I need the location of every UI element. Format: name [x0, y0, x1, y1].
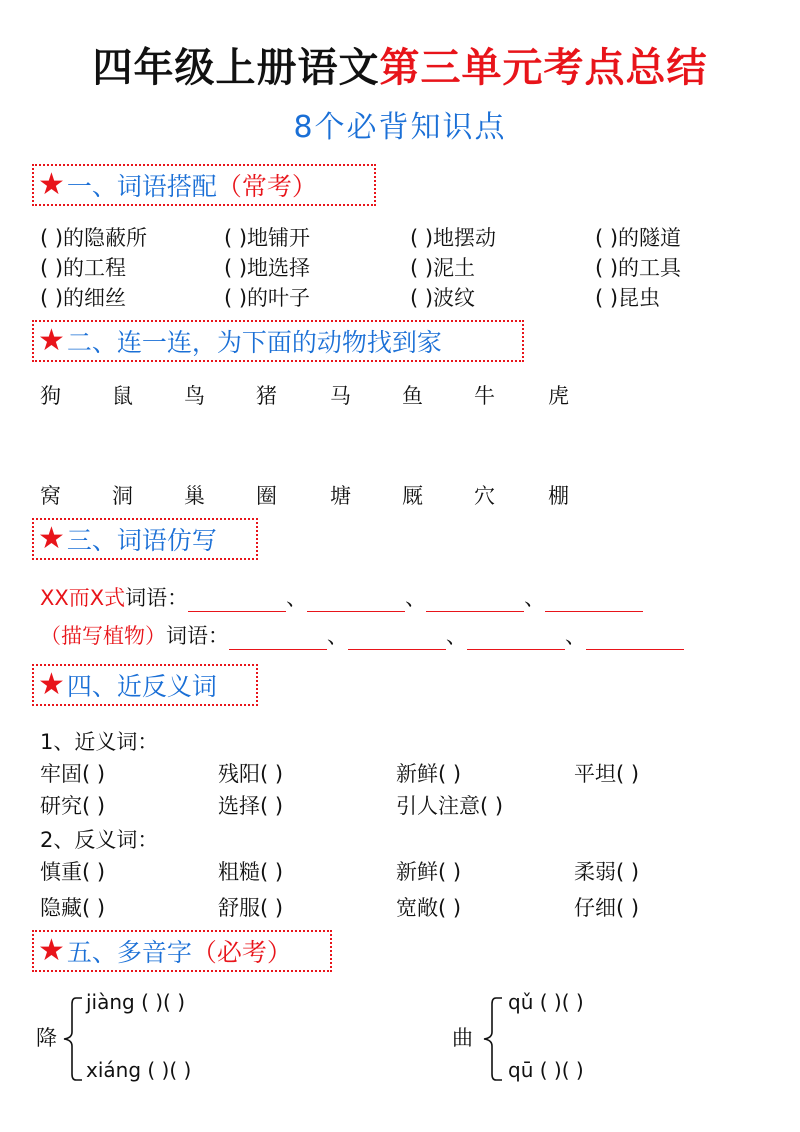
animal-item: 马	[330, 384, 351, 408]
fill-item: ( )的工程	[40, 256, 127, 280]
imitation-line-2	[40, 620, 684, 650]
fill-item: ( )地选择	[224, 256, 311, 280]
section5-heading-text: 五、多音字	[66, 938, 192, 967]
word-pair: 研究( )	[40, 794, 106, 818]
home-item: 圈	[256, 484, 277, 508]
fill-item: ( )的细丝	[40, 286, 127, 310]
page-subtitle: 8个必背知识点	[293, 110, 507, 145]
fill-item: ( )昆虫	[595, 286, 661, 310]
word-pair: 粗糙( )	[218, 860, 284, 884]
star-icon: ★	[38, 167, 65, 202]
polyphone-2-reading-top: qǔ ( )( )	[508, 990, 584, 1014]
answer-blank[interactable]	[467, 627, 565, 650]
title-black-part: 四年级上册语文	[92, 45, 380, 91]
polyphone-char-2: 曲	[452, 1026, 473, 1050]
home-item: 厩	[402, 484, 423, 508]
animal-item: 鼠	[112, 384, 133, 408]
word-pair: 牢固( )	[40, 762, 106, 786]
section2-heading-text: 二、连一连，为下面的动物找到家	[66, 328, 442, 357]
word-pair: 柔弱( )	[574, 860, 640, 884]
answer-blank[interactable]	[586, 627, 684, 650]
section1-heading	[32, 164, 376, 206]
animal-item: 鱼	[402, 384, 423, 408]
section5-heading-paren: （必考）	[191, 938, 292, 967]
fill-item: ( )地摆动	[410, 226, 497, 250]
answer-blank[interactable]	[229, 627, 327, 650]
fill-item: ( )地铺开	[224, 226, 311, 250]
home-item: 塘	[330, 484, 351, 508]
word-pair: 舒服( )	[218, 896, 284, 920]
separator: 、	[446, 624, 467, 648]
animal-item: 猪	[256, 384, 277, 408]
pattern-label: XX而X式	[40, 586, 126, 610]
section1-heading-paren: （常考）	[216, 172, 317, 201]
section4-heading	[32, 664, 258, 706]
home-item: 窝	[40, 484, 61, 508]
separator: 、	[405, 586, 427, 610]
section1-heading-text: 一、词语搭配	[66, 172, 217, 201]
answer-blank[interactable]	[188, 589, 286, 612]
synonym-label: 1、近义词：	[40, 730, 159, 754]
word-pair: 隐藏( )	[40, 896, 106, 920]
title-red-part: 第三单元考点总结	[379, 45, 708, 91]
star-icon: ★	[38, 521, 65, 556]
word-pair: 残阳( )	[218, 762, 284, 786]
answer-blank[interactable]	[307, 589, 405, 612]
word-pair: 宽敞( )	[396, 896, 462, 920]
answer-blank[interactable]	[426, 589, 524, 612]
home-item: 穴	[474, 484, 495, 508]
word-pair: 新鲜( )	[396, 860, 462, 884]
polyphone-1-reading-top: jiàng ( )( )	[86, 990, 186, 1014]
polyphone-1-reading-bottom: xiáng ( )( )	[86, 1058, 192, 1082]
pattern-suffix: 词语：	[125, 586, 189, 610]
polyphone-2-reading-bottom: qū ( )( )	[508, 1058, 584, 1082]
word-pair: 慎重( )	[40, 860, 106, 884]
pattern-suffix: 词语：	[166, 624, 229, 648]
section3-heading-text: 三、词语仿写	[66, 526, 217, 555]
animal-item: 虎	[548, 384, 569, 408]
fill-item: ( )的叶子	[224, 286, 311, 310]
animal-item: 狗	[40, 384, 61, 408]
separator: 、	[524, 586, 546, 610]
animal-item: 鸟	[184, 384, 205, 408]
separator: 、	[286, 586, 308, 610]
animal-item: 牛	[474, 384, 495, 408]
word-pair: 新鲜( )	[396, 762, 462, 786]
home-item: 洞	[112, 484, 133, 508]
imitation-line-1	[40, 582, 643, 612]
star-icon: ★	[38, 667, 65, 702]
brace-icon	[480, 994, 506, 1084]
answer-blank[interactable]	[545, 589, 643, 612]
section4-heading-text: 四、近反义词	[66, 672, 217, 701]
star-icon: ★	[38, 933, 65, 968]
polyphone-char-1: 降	[36, 1026, 57, 1050]
home-item: 巢	[184, 484, 205, 508]
fill-item: ( )的隐蔽所	[40, 226, 148, 250]
antonym-label: 2、反义词：	[40, 828, 159, 852]
home-item: 棚	[548, 484, 569, 508]
word-pair: 平坦( )	[574, 762, 640, 786]
section5-heading	[32, 930, 332, 972]
answer-blank[interactable]	[348, 627, 446, 650]
brace-icon	[60, 994, 86, 1084]
word-pair: 引人注意( )	[396, 794, 504, 818]
fill-item: ( )波纹	[410, 286, 476, 310]
star-icon: ★	[38, 323, 65, 358]
section3-heading	[32, 518, 258, 560]
word-pair: 仔细( )	[574, 896, 640, 920]
section2-heading	[32, 320, 524, 362]
separator: 、	[327, 624, 348, 648]
fill-item: ( )的隧道	[595, 226, 682, 250]
fill-item: ( )的工具	[595, 256, 682, 280]
page-title	[0, 36, 800, 93]
word-pair: 选择( )	[218, 794, 284, 818]
fill-item: ( )泥土	[410, 256, 476, 280]
pattern-label: （描写植物）	[40, 624, 166, 648]
separator: 、	[565, 624, 586, 648]
